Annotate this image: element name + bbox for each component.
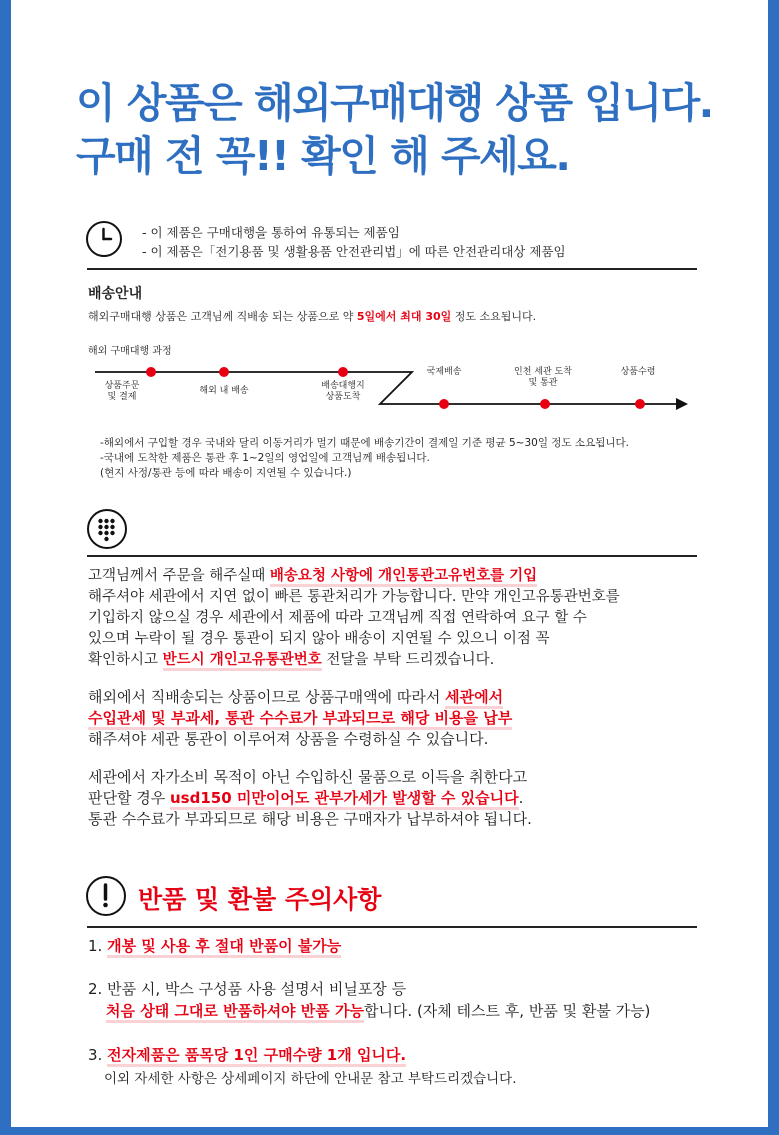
timeline-dot <box>439 399 449 409</box>
customs-paragraph-1: 고객님께서 주문을 해주실때 배송요청 사항에 개인통관고유번호를 기입 해주셔야 세관에서 지연 없이 빠른 통관처리가 가능합니다. 만약 개인고유통관번호를 기입하지 않으실 경우 세관에서 제품에 따라 고객님께 직접 연락하여 요구 할 수 있으며 누락이 될 경우 통관이 되지 않아 배송이 지연될 수 있으니 이점 꼭 확인하시고 반드시 개인고유통관번호 전달을 부탁 드리겠습니다. <box>88 566 620 671</box>
step-label-customs: 인천 세관 도착 및 통관 <box>514 367 572 388</box>
exclamation-icon <box>86 876 126 916</box>
headline-line-2: 구매 전 꼭!! 확인 해 주세요. <box>76 132 570 180</box>
returns-title: 반품 및 환불 주의사항 <box>138 885 382 914</box>
keypad-icon <box>87 509 127 549</box>
step-label-forwarder: 배송대행지 상품도착 <box>321 381 365 402</box>
shipping-description: 해외구매대행 상품은 고객님께 직배송 되는 상품으로 약 5일에서 최대 30일 정도 소요됩니다. <box>88 310 537 323</box>
divider-2 <box>87 555 697 557</box>
divider-3 <box>87 926 697 928</box>
timeline-dot <box>540 399 550 409</box>
customs-paragraph-2: 해외에서 직배송되는 상품이므로 상품구매액에 따라서 세관에서 수입관세 및 부과세, 통관 수수료가 부과되므로 해당 비용을 납부 해주셔야 세관 통관이 이루어져 상품을 수령하실 수 있습니다. <box>88 688 513 748</box>
headline-line-1: 이 상품은 해외구매대행 상품 입니다. <box>76 79 713 127</box>
notice-bullet-1: - 이 제품은 구매대행을 통하여 유통되는 제품임 <box>142 225 400 240</box>
shipping-note-2: -국내에 도착한 제품은 통관 후 1~2일의 영업일에 고객님께 배송됩니다. <box>100 452 430 464</box>
returns-item-1: 1. 개봉 및 사용 후 절대 반품이 불가능 <box>88 935 341 956</box>
notice-bullet-2: - 이 제품은「전기용품 및 생활용품 안전관리법」에 따른 안전관리대상 제품임 <box>142 244 566 259</box>
process-title: 해외 구매대행 과정 <box>88 346 172 357</box>
step-label-international: 국제배송 <box>426 367 462 377</box>
customs-paragraph-3: 세관에서 자가소비 목적이 아닌 수입하신 물품으로 이득을 취한다고 판단할 경우 usd150 미만이어도 관부가세가 발생할 수 있습니다. 통관 수수료가 부과되므로 해당 비용은 구매자가 납부하셔야 됩니다. <box>88 768 532 828</box>
timeline-dot <box>219 367 229 377</box>
step-label-receive: 상품수령 <box>620 367 656 377</box>
shipping-note-1: -해외에서 구입할 경우 국내와 달리 이동거리가 멀기 때문에 배송기간이 결제일 기준 평균 5~30일 정도 소요됩니다. <box>100 437 629 449</box>
shipping-note-3: (현지 사정/통관 등에 따라 배송이 지연될 수 있습니다.) <box>100 467 352 479</box>
returns-item-2: 2. 반품 시, 박스 구성품 사용 설명서 비닐포장 등 처음 상태 그대로 반품하셔야 반품 가능합니다. (자체 테스트 후, 반품 및 환불 가능) <box>88 978 650 1022</box>
step-label-order: 상품주문 및 결제 <box>104 381 140 402</box>
shipping-title: 배송안내 <box>88 286 143 302</box>
timeline-dot <box>146 367 156 377</box>
timeline-dot <box>338 367 348 377</box>
timeline-dot <box>635 399 645 409</box>
step-label-overseas: 해외 내 배송 <box>199 386 249 396</box>
returns-item-3: 3. 전자제품은 품목당 1인 구매수량 1개 입니다. 이외 자세한 사항은 상세페이지 하단에 안내문 참고 부탁드리겠습니다. <box>88 1046 517 1087</box>
